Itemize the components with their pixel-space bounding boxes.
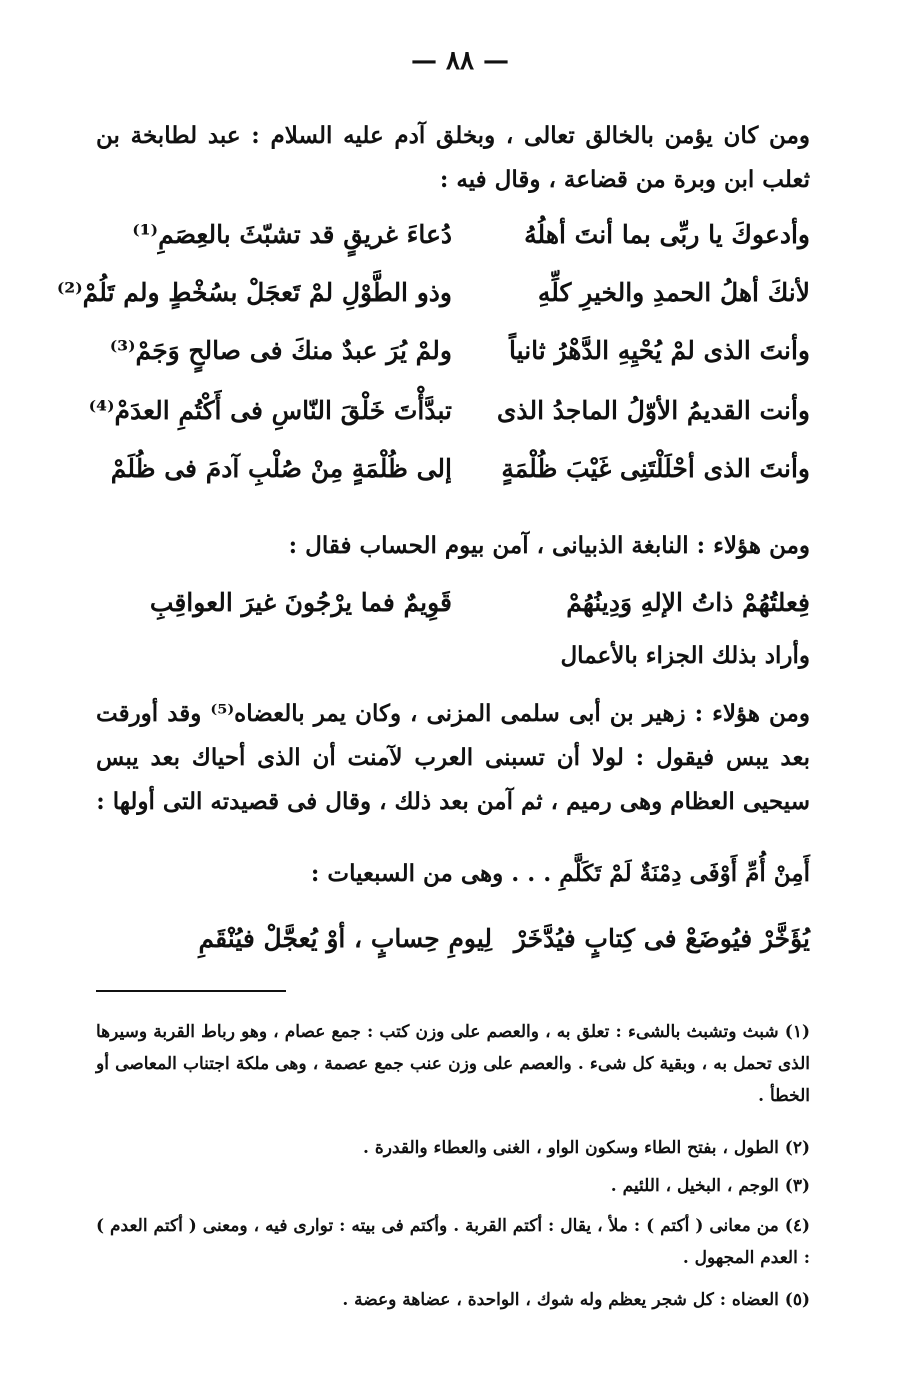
- footnote-5: (٥) العضاه : كل شجر يعظم وله شوك ، الواحدة ، عضاهة وعضة .: [342, 1290, 810, 1310]
- paragraph-muallaqa: أَمِنْ أُمِّ أَوْفَى دِمْنَةٌ لَمْ تَكَلَّمِ . . . وهى من السبعيات :: [310, 860, 810, 887]
- verse-line-3: [96, 326, 810, 376]
- footnote-divider: [96, 990, 286, 992]
- verse-line-5: [96, 444, 810, 494]
- verse-7-second-hemistich: لِيومِ حِسابٍ ، أوْ يُعجَّلْ فيُنْقَمِ: [198, 924, 492, 953]
- verse-4-first-hemistich: وأنت القديمُ الأوّلُ الماجدُ الذى: [496, 396, 810, 425]
- verse-line-4: [88, 386, 810, 436]
- verse-1-second-hemistich: دُعاءَ غريقٍ قد تشبّثَ بالعِصَمِ⁽¹⁾: [132, 220, 452, 249]
- verse-line-7: [96, 914, 810, 964]
- footnote-1: (١) شبث وتشبث بالشىء : تعلق به ، والعصم على وزن كتب : جمع عصام ، وهو رباط القربة وسيرها الذى تحمل به ، وبقية كل شىء . والعصم على وزن عنب جمع عصمة ، وهى ملكة اجتناب المعاصى أو الخطأ .: [96, 1022, 810, 1106]
- verse-2-first-hemistich: لأنكَ أهلُ الحمدِ والخيرِ كلِّهِ: [537, 278, 810, 307]
- verse-3-first-hemistich: وأنتَ الذى لمْ يُحْيِهِ الدَّهْرُ ثانياً: [509, 336, 810, 365]
- footnote-2: (٢) الطول ، بفتح الطاء وسكون الواو ، الغنى والعطاء والقدرة .: [363, 1138, 810, 1158]
- verse-5-first-hemistich: وأنتَ الذى أحْلَلْتَنِى غَيْبَ ظُلْمَةٍ: [501, 454, 810, 483]
- verse-3-second-hemistich: ولمْ يُرَ عبدٌ منكَ فى صالحٍ وَجَمْ⁽³⁾: [109, 336, 452, 365]
- verse-line-1: [96, 210, 810, 260]
- verse-5-second-hemistich: إلى ظُلْمَةٍ مِنْ صُلْبِ آدمَ فى ظُلَمْ: [110, 454, 452, 483]
- footnote-4: (٤) من معانى ( أكتم ) : ملأ ، يقال : أكتم القربة . وأكتم فى بيته : توارى فيه ، ومعنى ( أكتم العدم ) : العدم المجهول .: [96, 1216, 810, 1268]
- paragraph-nabigha: ومن هؤلاء : النابغة الذبيانى ، آمن بيوم الحساب فقال :: [288, 532, 810, 559]
- verse-line-2: [56, 268, 810, 318]
- verse-1-first-hemistich: وأدعوكَ يا ربِّى بما أنتَ أهلُهُ: [524, 220, 810, 249]
- paragraph-intro: ومن كان يؤمن بالخالق تعالى ، وبخلق آدم عليه السلام : عبد لطابخة بن ثعلب ابن وبرة من قضاعة ، وقال فيه :: [96, 122, 810, 193]
- paragraph-zuhayr: ومن هؤلاء : زهير بن أبى سلمى المزنى ، وكان يمر بالعضاه⁽⁵⁾ وقد أورقت بعد يبس فيقول : لولا أن تسبنى العرب لآمنت أن الذى أحياك بعد يبس سيحيى العظام وهى رميم ، ثم آمن بعد ذلك ، وقال فى قصيدته التى أولها :: [96, 700, 810, 815]
- footnote-3: (٣) الوجم ، البخيل ، اللئيم .: [610, 1176, 810, 1196]
- verse-2-second-hemistich: وذو الطَّوْلِ لمْ تَعجَلْ بسُخْطٍ ولم تَلُمْ⁽²⁾: [56, 278, 452, 307]
- verse-line-6: [96, 578, 810, 628]
- page-number: — ٨٨ —: [410, 46, 510, 76]
- verse-6-first-hemistich: فِعلتُهُمْ ذاتُ الإلهِ وَدِينُهُمْ: [566, 588, 810, 617]
- verse-4-second-hemistich: تبدَّأْتَ خَلْقَ النّاسِ فى أَكْتُمِ العدَمْ⁽⁴⁾: [88, 396, 452, 425]
- verse-6-second-hemistich: قَوِيمٌ فما يرْجُونَ غيرَ العواقِبِ: [149, 588, 452, 617]
- paragraph-reward: وأراد بذلك الجزاء بالأعمال: [560, 642, 810, 669]
- verse-7-first-hemistich: يُؤَخَّرْ فيُوضَعْ فى كِتابٍ فيُدَّخَرْ: [513, 924, 810, 953]
